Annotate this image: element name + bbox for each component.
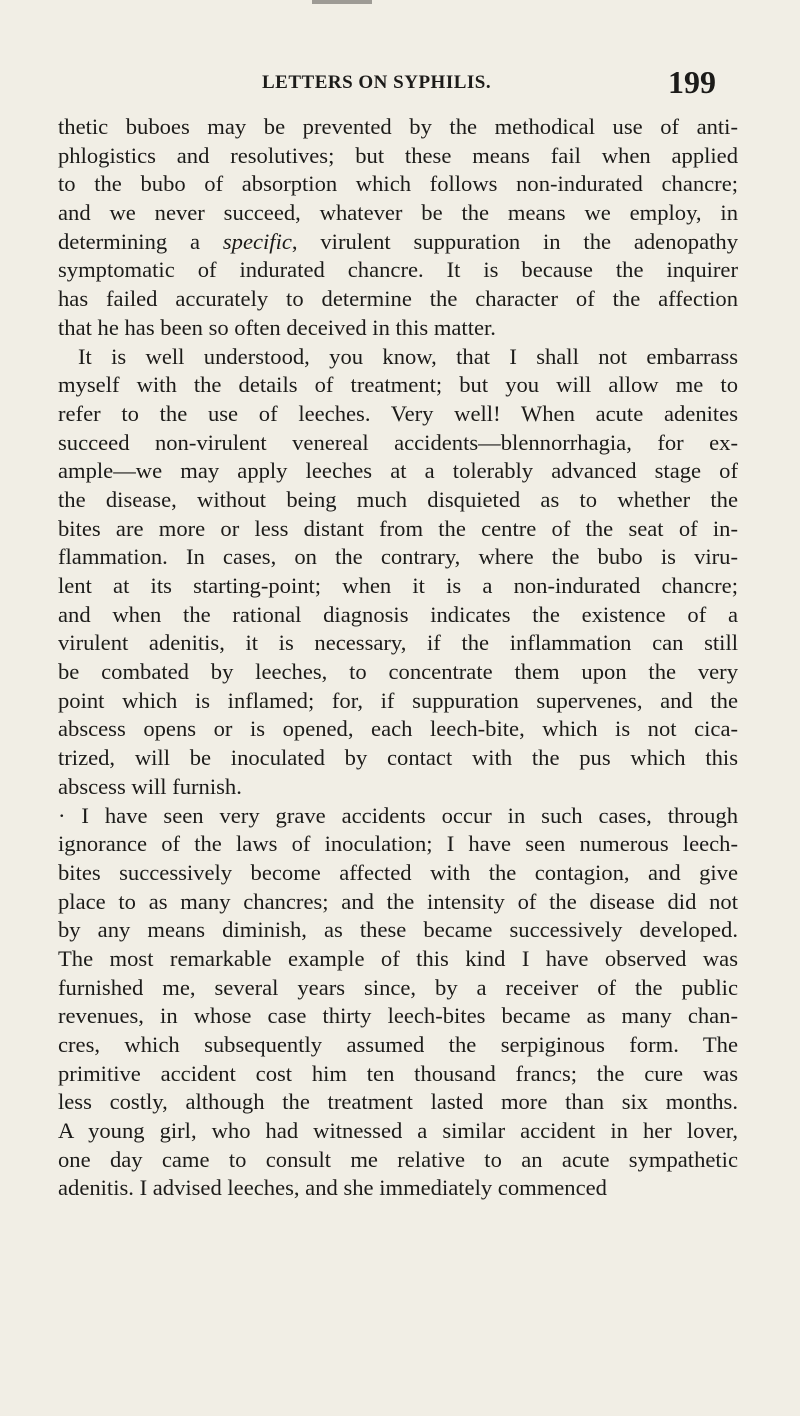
text-line: and when the rational diagnosis indicates the existence of a — [58, 601, 738, 627]
text-line: virulent adenitis, it is necessary, if the inflammation can still — [58, 630, 738, 656]
text-line: by any means diminish, as these became successively developed. — [58, 917, 738, 943]
text-line: furnished me, several years since, by a receiver of the public — [58, 974, 738, 1000]
text-segment: , virulent suppuration in the adenopathy — [291, 228, 738, 254]
text-line: abscess will furnish. — [58, 773, 242, 799]
text-line — [58, 228, 738, 257]
text-line: myself with the details of treatment; but you will allow me to — [58, 372, 738, 398]
text-line: be combated by leeches, to concentrate them upon the very — [58, 659, 738, 685]
text-line: The most remarkable example of this kind I have observed was — [58, 945, 738, 971]
text-line: less costly, although the treatment lasted more than six months. — [58, 1089, 738, 1115]
text-line: It is well understood, you know, that I shall not embarrass — [78, 343, 738, 369]
text-line: primitive accident cost him ten thousand francs; the cure was — [58, 1060, 738, 1086]
text-line: symptomatic of indurated chancre. It is because the inquirer — [58, 257, 738, 283]
text-line: place to as many chancres; and the intensity of the disease did not — [58, 888, 738, 914]
body-text — [58, 113, 738, 1203]
text-line: one day came to consult me relative to an acute sympathetic — [58, 1146, 738, 1172]
text-line: A young girl, who had witnessed a similar accident in her lover, — [58, 1118, 738, 1144]
text-line: to the bubo of absorption which follows non-indurated chancre; — [58, 171, 738, 197]
text-line: adenitis. I advised leeches, and she immediately commenced — [58, 1175, 607, 1201]
text-line: thetic buboes may be prevented by the methodical use of anti- — [58, 114, 738, 139]
page-number: 199 — [668, 64, 716, 100]
text-line: succeed non-virulent venereal accidents—blennorrhagia, for ex- — [58, 429, 738, 455]
text-line: · I have seen very grave accidents occur in such cases, through — [58, 802, 738, 828]
text-line: and we never succeed, whatever be the means we employ, in — [58, 200, 738, 226]
text-line: bites successively become affected with the contagion, and give — [58, 859, 738, 885]
text-line: refer to the use of leeches. Very well! When acute adenites — [58, 400, 738, 426]
text-line: has failed accurately to determine the character of the affection — [58, 286, 738, 312]
text-line: phlogistics and resolutives; but these means fail when applied — [58, 142, 738, 168]
running-head: LETTERS ON SYPHILIS. — [262, 72, 492, 93]
text-line: ignorance of the laws of inoculation; I have seen numerous leech- — [58, 831, 738, 857]
text-segment: determining a — [58, 228, 223, 254]
scan-mark — [312, 0, 372, 4]
text-line: lent at its starting-point; when it is a non-indurated chancre; — [58, 573, 738, 598]
text-line: cres, which subsequently assumed the serpiginous form. The — [58, 1032, 738, 1057]
text-line: point which is inflamed; for, if suppuration supervenes, and the — [58, 687, 738, 713]
text-line: trized, will be inoculated by contact with the pus which this — [58, 745, 738, 771]
italic-word: specific — [222, 228, 292, 254]
text-line: flammation. In cases, on the contrary, where the bubo is viru- — [58, 544, 738, 570]
text-line: that he has been so often deceived in this matter. — [58, 314, 496, 340]
text-line: bites are more or less distant from the centre of the seat of in- — [58, 515, 738, 541]
page-header — [0, 64, 800, 108]
text-line: the disease, without being much disquieted as to whether the — [58, 486, 738, 512]
text-line: revenues, in whose case thirty leech-bites became as many chan- — [58, 1003, 738, 1029]
text-line: ample—we may apply leeches at a tolerably advanced stage of — [58, 458, 738, 484]
text-line: abscess opens or is opened, each leech-bite, which is not cica- — [58, 716, 738, 742]
